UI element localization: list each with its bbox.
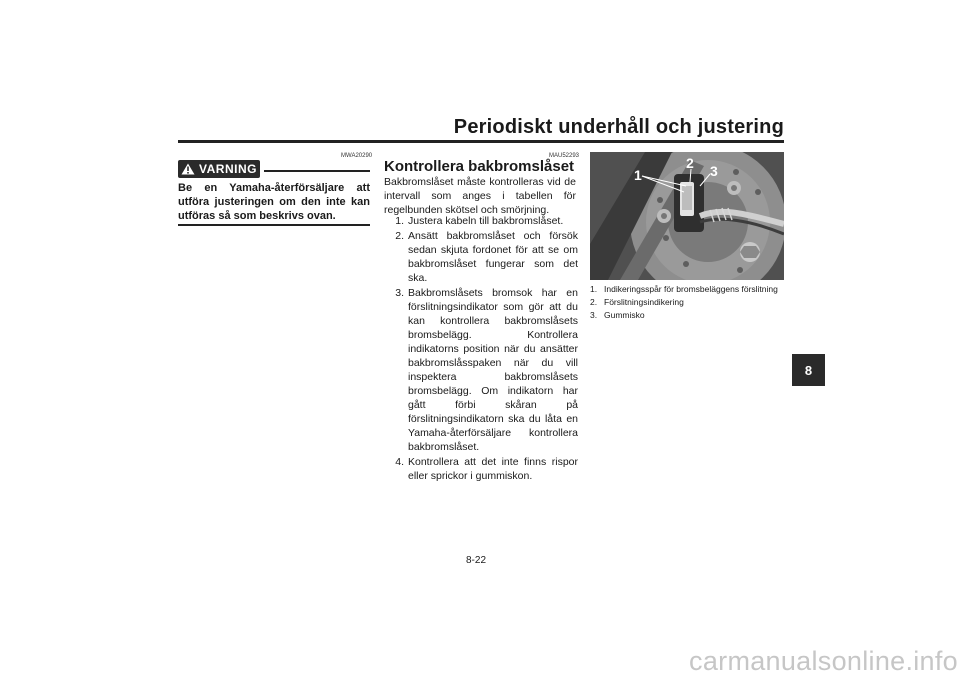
caption-number: 1. [590,284,598,294]
step-number: 1. [395,215,404,227]
page-number: 8-22 [466,555,487,566]
step-number: 3. [395,287,404,299]
step-text: Justera kabeln till bakbromslåset. [408,215,564,227]
caption-item [590,310,786,321]
warning-text: Be en Yamaha-återförsäljare att utföra justeringen om den inte kan utföras så som beskrivs ovan. [178,182,370,222]
warning-bottom-rule [178,224,370,226]
step-item [384,455,578,483]
caption-text: Indikeringsspår för bromsbeläggens förslitning [604,284,778,294]
step-text: Kontrollera att det inte finns rispor eller sprickor i gummiskon. [408,456,578,482]
step-item [384,214,578,228]
warning-triangle-icon [181,163,195,175]
warning-code: MWA20290 [341,153,373,159]
warning-label-box [178,160,260,178]
step-list [384,214,578,484]
section-title: Kontrollera bakbromslåset [384,158,575,175]
chapter-tab: 8 [792,354,825,386]
caption-item [590,297,786,308]
caption-number: 3. [590,310,598,320]
warning-top-rule [264,170,370,172]
header-rule [178,140,784,143]
step-item [384,286,578,454]
page-title: Periodiskt underhåll och justering [453,116,784,138]
caption-number: 2. [590,297,598,307]
step-text: Bakbromslåsets bromsok har en förslitningsindikator som gör att du kan kontrollera bakbromslåsets bromsbelägg. Kontrollera indikatorns position när du ansätter bakbromslåsspaken när du vill inspektera bakbromslåsets bromsbelägg. Om indikatorn har gått förbi skåran på förslitningsindikatorn ska du låta en Yamaha-återförsäljare kontrollera bakbromslåset. [408,287,578,453]
brake-photo-illustration [590,152,784,280]
step-text: Ansätt bakbromslåset och försök sedan skjuta fordonet för att se om bakbromslåset fungerar som det ska. [408,230,578,284]
figure-captions [590,284,786,323]
brake-photo [590,152,784,280]
caption-text: Förslitningsindikering [604,297,684,307]
section-code: MAU52293 [549,153,580,159]
step-number: 4. [395,456,404,468]
callout-2: 2 [686,155,694,171]
step-number: 2. [395,230,404,242]
step-item [384,229,578,285]
warning-label: VARNING [199,162,257,176]
caption-item [590,284,786,295]
caption-text: Gummisko [604,310,645,320]
callout-3: 3 [710,163,718,179]
callout-1: 1 [634,167,642,183]
section-intro: Bakbromslåset måste kontrolleras vid de intervall som anges i tabellen för regelbunden skötsel och smörjning. [384,176,576,216]
watermark: carmanualsonline.info [689,646,958,676]
